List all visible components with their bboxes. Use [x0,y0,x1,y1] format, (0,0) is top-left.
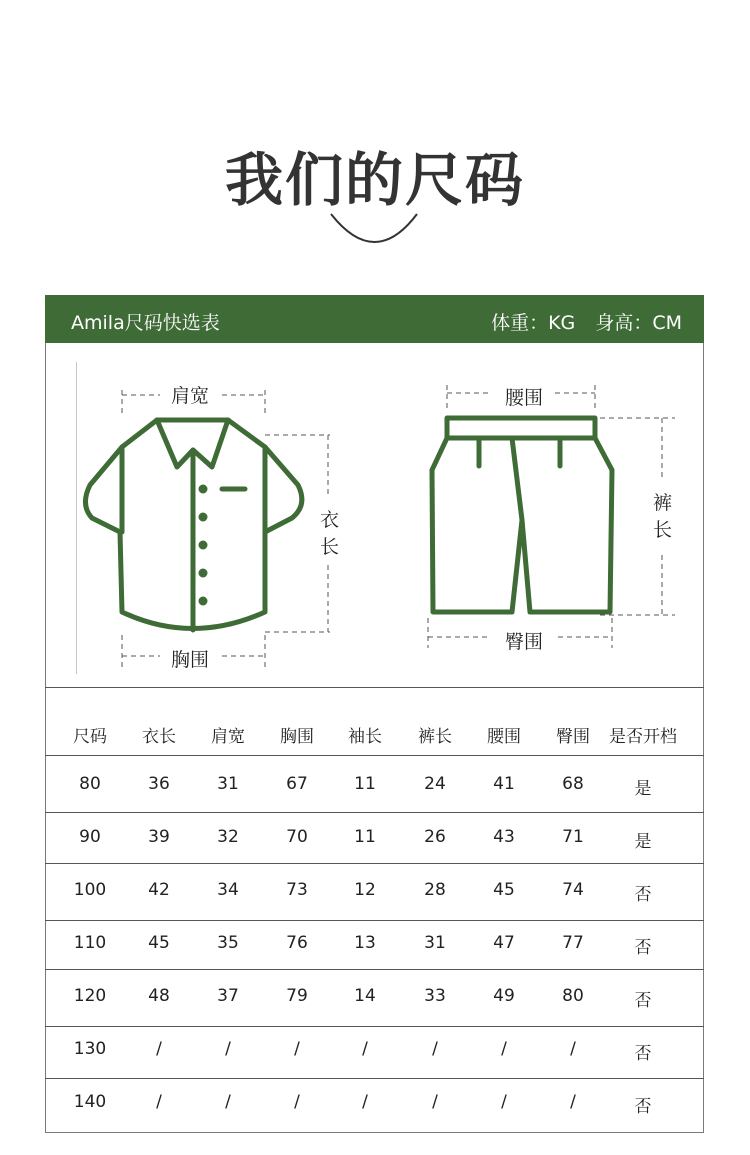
table-cell: 11 [354,827,376,847]
table-cell: 34 [217,880,239,900]
table-cell: / [432,1092,438,1112]
table-cell: 43 [493,827,515,847]
table-cell: / [294,1039,300,1059]
table-rule [45,863,704,864]
table-cell: 13 [354,933,376,953]
table-cell: 否 [634,991,652,1011]
column-header: 肩宽 [211,727,245,747]
table-cell: 70 [286,827,308,847]
table-cell: / [156,1039,162,1059]
table-rule [45,920,704,921]
chest-label: 胸围 [171,649,210,671]
column-header: 裤长 [418,727,452,747]
table-cell: 14 [354,986,376,1006]
column-header: 臀围 [556,727,590,747]
table-cell: 28 [424,880,446,900]
page-title: 我们的尺码 [224,146,525,214]
table-cell: 100 [73,880,107,900]
table-cell: 49 [493,986,515,1006]
table-cell: 130 [73,1039,107,1059]
table-cell: 12 [354,880,376,900]
table-cell: 67 [286,774,308,794]
table-cell: / [570,1092,576,1112]
table-cell: 47 [493,933,515,953]
table-rule [45,1026,704,1027]
table-cell: 74 [562,880,584,900]
table-cell: 71 [562,827,584,847]
table-cell: 140 [73,1092,107,1112]
table-cell: 76 [286,933,308,953]
table-rule [45,1078,704,1079]
length-label-1: 衣 [320,509,340,531]
chart-header-title: Amila尺码快选表 [71,312,220,334]
table-cell: 110 [73,933,107,953]
table-cell: 否 [634,1097,652,1117]
table-cell: 31 [217,774,239,794]
table-cell: / [501,1039,507,1059]
table-cell: 42 [148,880,170,900]
table-cell: 73 [286,880,308,900]
table-cell: 45 [148,933,170,953]
length-label-2: 长 [320,536,340,558]
table-cell: 31 [424,933,446,953]
table-cell: 11 [354,774,376,794]
table-cell: / [432,1039,438,1059]
column-header: 是否开档 [609,727,677,747]
table-cell: 68 [562,774,584,794]
table-cell: 否 [634,885,652,905]
table-cell: / [501,1092,507,1112]
table-cell: / [225,1039,231,1059]
table-cell: / [362,1092,368,1112]
table-cell: 是 [634,832,652,852]
table-cell: 32 [217,827,239,847]
waist-label: 腰围 [505,387,544,409]
column-header: 衣长 [142,727,176,747]
pants-length-label-2: 长 [653,519,673,541]
table-rule [45,755,704,756]
table-cell: 37 [217,986,239,1006]
table-cell: / [570,1039,576,1059]
table-cell: 35 [217,933,239,953]
table-rule [45,687,704,688]
table-cell: / [156,1092,162,1112]
table-cell: 45 [493,880,515,900]
table-cell: 24 [424,774,446,794]
table-cell: 33 [424,986,446,1006]
table-cell: 41 [493,774,515,794]
table-cell: 80 [79,774,101,794]
table-cell: 79 [286,986,308,1006]
shoulder-label: 肩宽 [171,385,210,407]
table-rule [45,812,704,813]
column-header: 袖长 [348,727,382,747]
table-cell: 48 [148,986,170,1006]
column-header: 腰围 [487,727,521,747]
table-cell: 36 [148,774,170,794]
height-unit: 身高：CM [595,312,682,334]
table-cell: 26 [424,827,446,847]
column-header: 尺码 [73,727,107,747]
table-cell: 否 [634,1044,652,1064]
table-cell: 是 [634,779,652,799]
weight-unit: 体重：KG [491,312,576,334]
table-cell: 39 [148,827,170,847]
column-header: 胸围 [280,727,314,747]
table-cell: 80 [562,986,584,1006]
hip-label: 臀围 [505,631,544,653]
table-cell: 90 [79,827,101,847]
table-cell: / [294,1092,300,1112]
table-rule [45,969,704,970]
pants-length-label-1: 裤 [653,492,673,514]
table-cell: 120 [73,986,107,1006]
table-cell: 否 [634,938,652,958]
table-cell: / [225,1092,231,1112]
table-cell: / [362,1039,368,1059]
table-cell: 77 [562,933,584,953]
